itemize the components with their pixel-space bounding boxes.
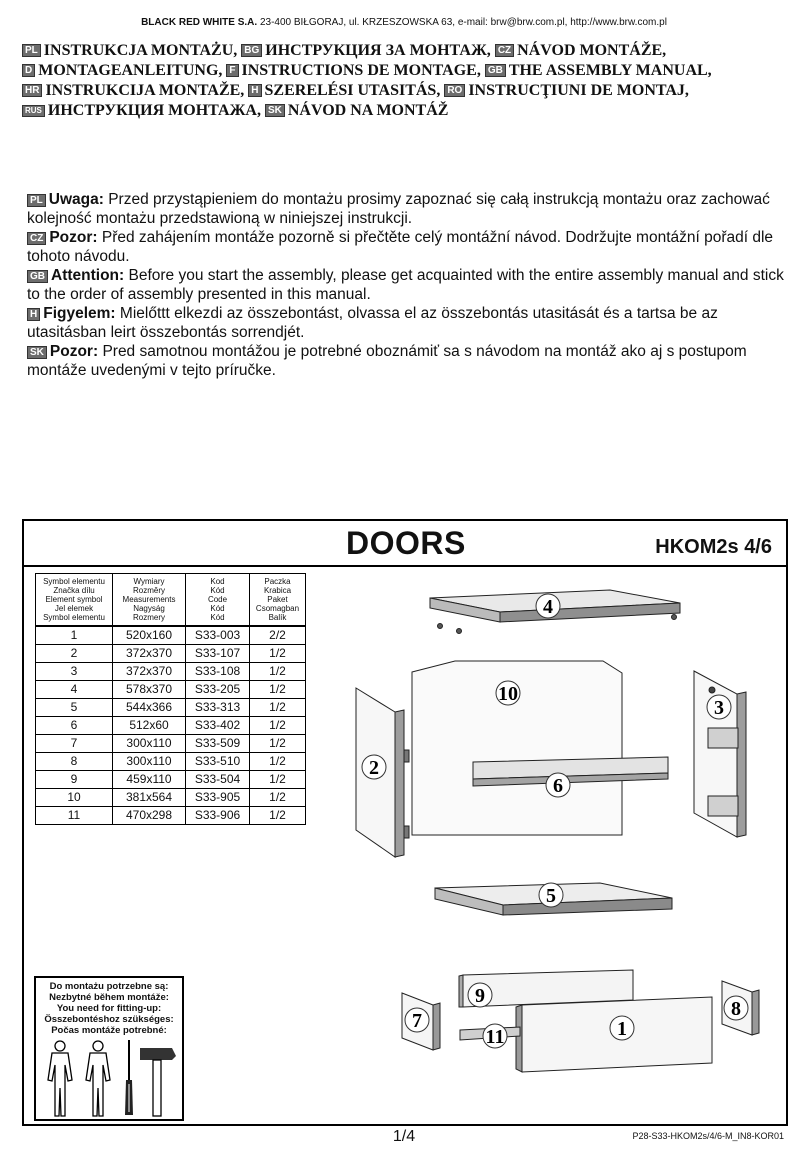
header-line: Wymiary [133, 577, 165, 586]
note-text: Pred samotnou montážou je potrebné oboznámiť sa s návodom na montáž ako aj s postupom montáže uvedenými v tejto príručke. [27, 343, 747, 379]
header-line: Rozmery [132, 613, 165, 622]
cell: 1/2 [250, 680, 306, 698]
cell: S33-510 [186, 752, 250, 770]
part-label-2: 2 [369, 757, 379, 779]
cell: 470x298 [113, 806, 186, 824]
note-label: Uwaga: [48, 191, 104, 208]
cell: 11 [36, 806, 113, 824]
header-line: Jel elemek [54, 604, 94, 613]
document-reference: P28-S33-HKOM2s/4/6-M_IN8-KOR01 [632, 1131, 784, 1141]
cell: 1 [36, 626, 113, 644]
cell: 1/2 [250, 644, 306, 662]
cell: 4 [36, 680, 113, 698]
lang-tag: F [226, 64, 238, 77]
header-line: Paczka [264, 577, 291, 586]
title-text: NÁVOD NA MONTÁŽ [287, 102, 449, 119]
header-line: Značka dílu [53, 586, 95, 595]
part-label-9: 9 [475, 985, 485, 1007]
note-label: Figyelem: [43, 305, 116, 322]
note-label: Pozor: [49, 229, 98, 246]
cell: 10 [36, 788, 113, 806]
page-number: 1/4 [392, 1128, 416, 1145]
part-label-8: 8 [731, 998, 741, 1020]
model-code: HKOM2s 4/6 [655, 536, 772, 558]
lang-tag: BG [241, 44, 262, 57]
tools-line: Nezbytné během montáže: [49, 992, 169, 1003]
cell: S33-205 [186, 680, 250, 698]
header-line: Symbol elementu [43, 577, 105, 586]
cell: 372x370 [113, 644, 186, 662]
cell: 9 [36, 770, 113, 788]
tools-line: Do montażu potrzebne są: [49, 981, 169, 992]
cell: 1/2 [250, 806, 306, 824]
lang-tag: GB [485, 64, 506, 77]
lang-tag: H [248, 84, 261, 97]
cell: 381x564 [113, 788, 186, 806]
note-label: Attention: [51, 267, 125, 284]
header-line: Rozměry [132, 586, 165, 595]
cell: S33-504 [186, 770, 250, 788]
note-text: Before you start the assembly, please get acquainted with the entire assembly manual and stick to the order of assembly presented in this manual. [27, 267, 784, 303]
note-text: Przed przystąpieniem do montażu prosimy zapoznać się całą instrukcją montażu oraz zachować kolejność montażu przedstawioną w niniejszej instrukcji. [27, 191, 770, 227]
lang-tag: RO [444, 84, 465, 97]
tools-line: You need for fitting-up: [56, 1003, 162, 1014]
lang-tag: RUS [22, 105, 45, 117]
cell: 1/2 [250, 752, 306, 770]
title-text: INSTRUCŢIUNI DE MONTAJ, [468, 82, 689, 99]
note-text: Mielőttt elkezdi az összebontást, olvassa el az összebontás utasitását és a tartsa be az utasitásban leirt összebontás sorrendjét. [27, 305, 718, 341]
title-text: NÁVOD MONTÁŽE, [517, 42, 667, 59]
cell: 1/2 [250, 788, 306, 806]
cell: 520x160 [113, 626, 186, 644]
cell: 2/2 [250, 626, 306, 644]
cell: S33-905 [186, 788, 250, 806]
part-label-11: 11 [485, 1026, 505, 1048]
cell: 1/2 [250, 734, 306, 752]
lang-tag: SK [265, 104, 285, 117]
header-line: Code [207, 595, 228, 604]
note-text: Před zahájením montáže pozorně si přečtěte celý montážní návod. Dodržujte montážní pořadí dle tohoto návodu. [27, 229, 774, 265]
header-line: Measurements [122, 595, 176, 604]
lang-tag: PL [27, 194, 46, 207]
header-line: Paket [267, 595, 288, 604]
cell: 578x370 [113, 680, 186, 698]
cell: 1/2 [250, 698, 306, 716]
cell: 459x110 [113, 770, 186, 788]
cell: S33-003 [186, 626, 250, 644]
cell: S33-108 [186, 662, 250, 680]
tools-line: Összebontéshoz szükséges: [44, 1014, 174, 1025]
title-text: INSTRUKCIJA MONTAŽE, [45, 82, 245, 99]
part-label-10: 10 [498, 683, 518, 705]
cell: 8 [36, 752, 113, 770]
header-line: Symbol elementu [43, 613, 105, 622]
title-text: SZERELÉSI UTASITÁS, [264, 82, 441, 99]
header-line: Kod [210, 577, 225, 586]
header-line: Balík [268, 613, 287, 622]
title-text: THE ASSEMBLY MANUAL, [508, 62, 712, 79]
header-line: Nagyság [133, 604, 165, 613]
title-text: MONTAGEANLEITUNG, [38, 62, 223, 79]
panel-title: DOORS [346, 525, 466, 561]
cell: 3 [36, 662, 113, 680]
cell: 2 [36, 644, 113, 662]
cell: S33-107 [186, 644, 250, 662]
cell: 300x110 [113, 734, 186, 752]
note-label: Pozor: [49, 343, 99, 360]
cell: 512x60 [113, 716, 186, 734]
lang-tag: H [27, 308, 40, 321]
header-line: Element symbol [45, 595, 103, 604]
cell: 1/2 [250, 662, 306, 680]
cell: S33-509 [186, 734, 250, 752]
cell: 7 [36, 734, 113, 752]
header-line: Csomagban [255, 604, 300, 613]
part-label-1: 1 [617, 1018, 627, 1040]
part-label-3: 3 [714, 697, 724, 719]
header-line: Kód [210, 586, 225, 595]
part-6-rail [473, 757, 668, 786]
lang-tag: CZ [495, 44, 514, 57]
cell: 5 [36, 698, 113, 716]
cell: 372x370 [113, 662, 186, 680]
header-line: Krabica [263, 586, 292, 595]
lang-tag: CZ [27, 232, 46, 245]
cell: 300x110 [113, 752, 186, 770]
lang-tag: HR [22, 84, 42, 97]
cell: 6 [36, 716, 113, 734]
part-label-4: 4 [543, 596, 553, 618]
cell: 1/2 [250, 770, 306, 788]
cell: S33-906 [186, 806, 250, 824]
title-text: ИНСТРУКЦИЯ МОНТАЖА, [47, 102, 261, 119]
company-address: 23-400 BIŁGORAJ, ul. KRZESZOWSKA 63, e-mail: brw@brw.com.pl, http://www.brw.com.pl [259, 17, 667, 28]
part-label-6: 6 [553, 775, 563, 797]
tools-line: Počas montáže potrebné: [51, 1025, 167, 1036]
cell: S33-313 [186, 698, 250, 716]
company-name: BLACK RED WHITE S.A. [141, 17, 258, 28]
part-label-5: 5 [546, 885, 556, 907]
cell: S33-402 [186, 716, 250, 734]
header-line: Kód [210, 613, 225, 622]
header-line: Kód [210, 604, 225, 613]
title-text: INSTRUCTIONS DE MONTAGE, [241, 62, 481, 79]
lang-tag: SK [27, 346, 47, 359]
lang-tag: GB [27, 270, 48, 283]
cell: 1/2 [250, 716, 306, 734]
part-label-7: 7 [412, 1010, 422, 1032]
title-text: INSTRUKCJA MONTAŻU, [43, 42, 238, 59]
lang-tag: PL [22, 44, 41, 57]
cell: 544x366 [113, 698, 186, 716]
title-text: ИНСТРУКЦИЯ ЗА МОНТАЖ, [265, 42, 491, 59]
lang-tag: D [22, 64, 35, 77]
